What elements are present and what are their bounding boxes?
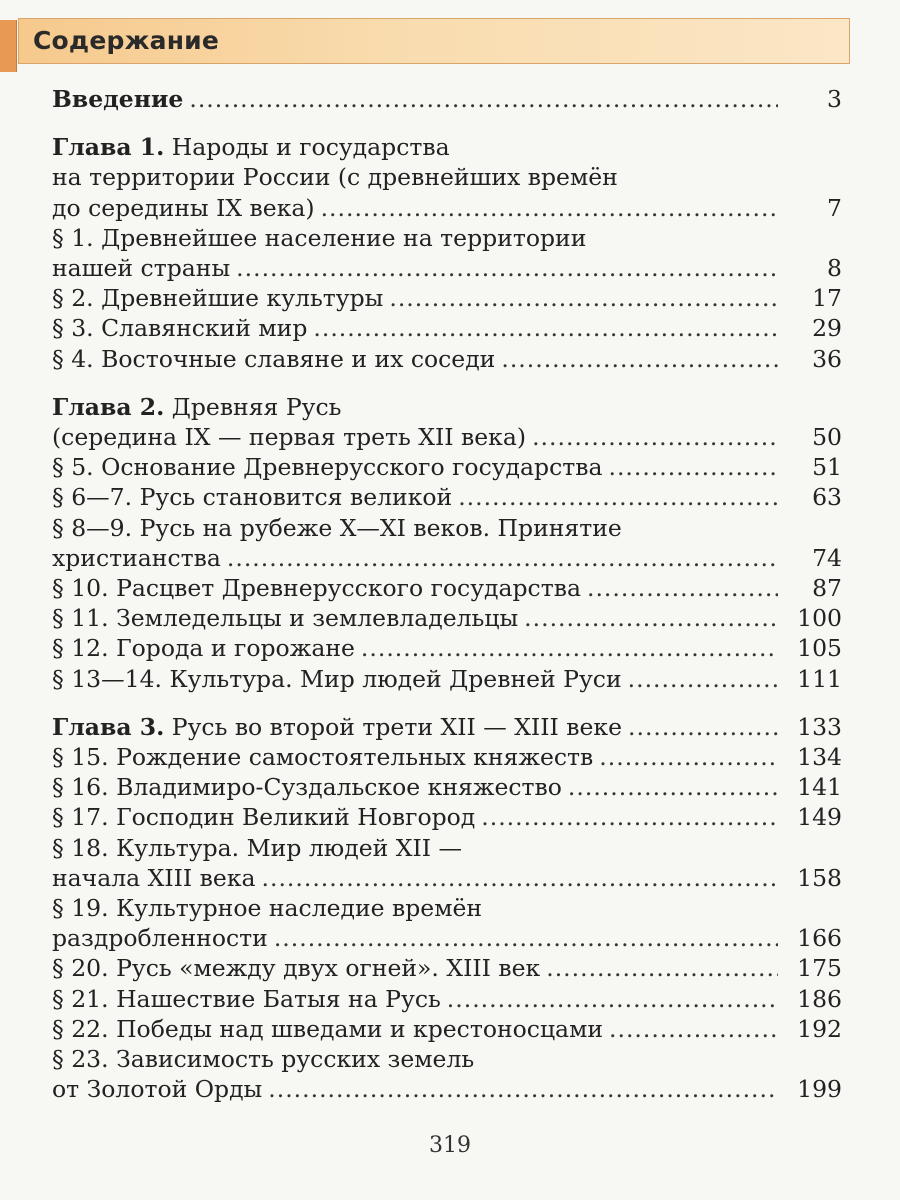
toc-page-number: 134 [797,743,842,772]
toc-entry[interactable] [52,1014,842,1044]
toc-title: § 6—7. Русь становится великой [52,483,453,512]
chapter-label: Введение [52,85,184,113]
toc-text [52,1014,603,1044]
toc-text [52,664,622,694]
toc-page-number: 166 [797,924,842,953]
toc-line [52,132,842,162]
toc-text [52,742,593,772]
toc-page-number: 105 [797,634,842,663]
toc-line [52,833,842,863]
toc-text [52,984,441,1014]
toc-title: (середина IX — первая треть XII века) [52,423,527,452]
toc-text [52,712,622,742]
toc-page-number: 100 [797,604,842,633]
toc-text [52,603,518,633]
toc-entry[interactable] [52,344,842,374]
toc-entry[interactable] [52,923,842,953]
leader-dots [389,283,778,313]
toc-page-number: 29 [812,314,842,343]
toc-entry[interactable] [52,742,842,772]
toc-line [52,223,842,253]
leader-dots [608,452,778,482]
toc-entry[interactable] [52,802,842,832]
leader-dots [274,923,778,953]
toc-title: § 20. Русь «между двух огней». XIII век [52,954,541,983]
toc-text [52,863,256,893]
toc-entry[interactable] [52,452,842,482]
chapter-label: Глава 1. [52,133,165,162]
toc-entry[interactable] [52,482,842,512]
leader-dots [568,772,778,802]
toc-text [52,253,230,283]
toc-text [52,344,495,374]
toc-entry[interactable] [52,84,842,114]
toc-page-number: 87 [812,574,842,603]
toc-entry[interactable] [52,603,842,633]
table-of-contents [52,84,842,1105]
toc-title: § 10. Расцвет Древнерусского государства [52,574,581,603]
toc-page-number: 158 [797,863,842,892]
toc-text [52,1044,474,1074]
contents-header-bar [18,18,850,64]
leader-dots [481,802,778,832]
toc-text [52,422,526,452]
toc-title: § 23. Зависимость русских земель [52,1045,475,1074]
toc-title: Народы и государства [164,133,450,162]
toc-text [52,953,540,983]
toc-page-number: 74 [812,543,842,572]
toc-title: § 11. Земледельцы и землевладельцы [52,604,519,633]
toc-entry[interactable] [52,193,842,223]
toc-text [52,392,341,422]
leader-dots [189,84,778,114]
toc-text [52,84,183,114]
toc-text [52,482,452,512]
toc-title: § 2. Древнейшие культуры [52,284,384,313]
toc-title: раздробленности [52,924,268,953]
toc-title: § 18. Культура. Мир людей XII — [52,833,463,862]
toc-title: § 17. Господин Великий Новгород [52,803,476,832]
toc-entry[interactable] [52,633,842,663]
section-gap [52,374,842,392]
toc-line [52,1044,842,1074]
toc-text [52,893,482,923]
leader-dots [236,253,778,283]
toc-page-number: 199 [797,1075,842,1104]
section-gap [52,114,842,132]
toc-page-number: 141 [797,773,842,802]
toc-title: § 15. Рождение самостоятельных княжеств [52,743,594,772]
toc-page-number: 50 [812,423,842,452]
toc-line [52,162,842,192]
leader-dots [458,482,778,512]
toc-title: § 5. Основание Древнерусского государства [52,453,603,482]
toc-entry[interactable] [52,712,842,742]
toc-title: § 4. Восточные славяне и их соседи [52,344,496,373]
toc-text [52,802,475,832]
left-edge-tab [0,20,17,72]
toc-page-number: 8 [827,254,842,283]
toc-title: от Золотой Орды [52,1075,263,1104]
toc-title: § 21. Нашествие Батыя на Русь [52,984,441,1013]
toc-entry[interactable] [52,772,842,802]
toc-page-number: 17 [812,284,842,313]
toc-page-number: 186 [797,984,842,1013]
leader-dots [628,712,778,742]
toc-title: § 12. Города и горожане [52,634,355,663]
toc-page-number: 175 [797,954,842,983]
toc-title: Русь во второй трети XII — XIII веке [164,712,622,741]
toc-title: нашей страны [52,254,231,283]
leader-dots [321,193,778,223]
leader-dots [587,573,778,603]
toc-page-number: 63 [812,483,842,512]
toc-text [52,162,618,192]
toc-title: христианства [52,543,221,572]
toc-text [52,573,581,603]
toc-entry[interactable] [52,953,842,983]
toc-text [52,193,315,223]
leader-dots [227,543,778,573]
toc-title: на территории России (с древнейших времён [52,163,618,192]
toc-title: до середины IX века) [52,193,315,222]
toc-page-number: 149 [797,803,842,832]
toc-title: § 13—14. Культура. Мир людей Древней Руси [52,664,622,693]
toc-text [52,923,268,953]
toc-title: § 16. Владимиро-Суздальское княжество [52,773,562,802]
toc-page-number: 7 [827,193,842,222]
toc-line [52,392,842,422]
page-title: Содержание [33,26,220,55]
leader-dots [609,1014,778,1044]
toc-page-number: 192 [797,1014,842,1043]
leader-dots [313,313,778,343]
toc-line [52,893,842,923]
toc-text [52,132,450,162]
toc-text [52,313,307,343]
chapter-label: Глава 3. [52,712,165,741]
toc-entry[interactable] [52,313,842,343]
toc-title: начала XIII века [52,863,256,892]
leader-dots [447,984,778,1014]
toc-entry[interactable] [52,543,842,573]
toc-title: § 1. Древнейшее население на территории [52,223,587,252]
toc-title: Древняя Русь [164,392,342,421]
chapter-label: Глава 2. [52,392,165,421]
toc-text [52,1074,262,1104]
leader-dots [361,633,778,663]
section-gap [52,694,842,712]
toc-entry[interactable] [52,863,842,893]
leader-dots [262,863,778,893]
toc-entry[interactable] [52,573,842,603]
leader-dots [524,603,778,633]
toc-text [52,772,562,802]
toc-line [52,513,842,543]
toc-entry[interactable] [52,664,842,694]
toc-page-number: 111 [797,664,842,693]
toc-title: § 22. Победы над шведами и крестоносцами [52,1014,604,1043]
toc-page-number: 36 [812,344,842,373]
toc-page-number: 3 [827,85,842,113]
leader-dots [546,953,778,983]
toc-title: § 19. Культурное наследие времён [52,894,483,923]
toc-title: § 8—9. Русь на рубеже X—XI веков. Принятие [52,513,622,542]
toc-text [52,283,383,313]
toc-text [52,513,622,543]
leader-dots [268,1074,778,1104]
toc-text [52,223,586,253]
leader-dots [501,344,778,374]
toc-entry[interactable] [52,422,842,452]
toc-page-number: 133 [797,712,842,741]
toc-text [52,452,602,482]
toc-title: § 3. Славянский мир [52,314,308,343]
toc-entry[interactable] [52,984,842,1014]
leader-dots [628,664,778,694]
leader-dots [599,742,778,772]
toc-entry[interactable] [52,1074,842,1104]
page-number: 319 [429,1133,471,1158]
toc-text [52,543,221,573]
toc-page-number: 51 [812,453,842,482]
toc-entry[interactable] [52,283,842,313]
toc-entry[interactable] [52,253,842,283]
leader-dots [532,422,778,452]
toc-text [52,833,462,863]
toc-text [52,633,355,663]
